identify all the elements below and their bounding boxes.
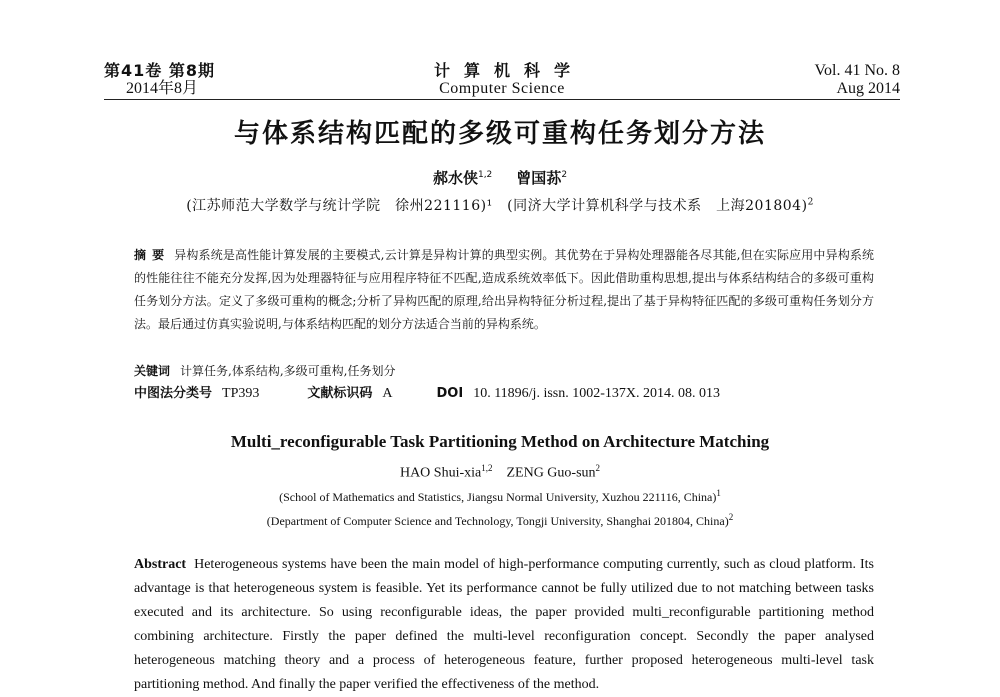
paper-title-zh: 与体系结构匹配的多级可重构任务划分方法 (233, 119, 766, 149)
abstract-zh-label: 摘要 (134, 248, 171, 262)
doc-code-value: A (382, 386, 393, 401)
doi-label: DOI (436, 386, 464, 401)
author-sup: 2 (561, 170, 568, 180)
paper-title-en: Multi_reconfigurable Task Partitioning Method on Architecture Matching (230, 432, 770, 451)
affiliation-zh (0, 195, 1000, 215)
affiliation-en-1 (0, 488, 1000, 505)
keywords-zh-text: 计算任务,体系结构,多级可重构,任务划分 (180, 364, 396, 378)
abstract-zh-text: 异构系统是高性能计算发展的主要模式,云计算是异构计算的典型实例。其优势在于异构处理器能各尽其能,但在实际应用中异构系统的性能往往不能充分发挥,因为处理器特征与应用程序特征不匹配,造成系统效率低下。因此借助重构思想,提出与体系结构结合的多级可重构任务划分方法。定义了多级可重构的概念;分析了异构匹配的原理,给出异构特征分析过程,提出了基于异构特征匹配的多级可重构任务划分方法。最后通过仿真实验说明,与体系结构匹配的划分方法适合当前的异构系统。 (134, 248, 874, 331)
abstract-en-text: Heterogeneous systems have been the main model of high-performance computing currently, such as cloud platform. Its advantage is that heterogeneous system is feasible. Yet its performance cannot be fully utilized due to not matching between tasks executed and its architecture. So using reconfigurable ideas, the paper provided multi_reconfigurable partitioning method combining architecture. Firstly the paper defined the multi-level reconfiguration concept. Secondly the paper analysed heterogeneous matching theory and a process of heterogeneous feature, further proposed heterogeneous multi-level task partitioning method. And finally the paper verified the effectiveness of the method. (134, 557, 874, 692)
header-rule (104, 99, 900, 100)
header-date-zh: 2014年8月 (126, 80, 199, 97)
author-sup: 1,2 (477, 170, 493, 180)
clc-value: TP393 (222, 386, 260, 401)
abstract-en (134, 553, 874, 697)
author-en: HAO Shui-xia (399, 465, 482, 481)
affiliation-sup: 2 (807, 197, 814, 208)
affiliation-en-2 (0, 512, 1000, 529)
affiliation-en-text: (Department of Computer Science and Technology, Tongji University, Shanghai 201804, China) (266, 514, 729, 528)
author-zh: 曾国荪 (516, 169, 562, 187)
author-zh: 郝水侠 (432, 169, 478, 187)
abstract-zh (134, 244, 874, 336)
classification-line (134, 384, 874, 404)
affiliation-zh-text: (江苏师范大学数学与统计学院 徐州221116)¹ (同济大学计算机科学与技术系 上海201804) (186, 198, 808, 214)
affiliation-sup: 2 (728, 512, 734, 522)
header-journal-zh: 计算机科学 (433, 61, 584, 80)
header-volume-en: Vol. 41 No. 8 (814, 62, 900, 79)
author-sup: 2 (595, 463, 601, 473)
author-en: ZENG Guo-sun (506, 465, 596, 481)
affiliation-sup: 1 (716, 488, 721, 498)
abstract-en-label: Abstract (134, 557, 187, 572)
keywords-zh (134, 361, 874, 381)
clc-label: 中图法分类号 (134, 386, 213, 401)
doi-value: 10. 11896/j. issn. 1002-137X. 2014. 08. 013 (473, 386, 721, 401)
keywords-zh-label: 关键词 (134, 364, 171, 378)
header-journal-name (104, 62, 900, 98)
header-vol-en (815, 62, 901, 98)
affiliation-en-text: (School of Mathematics and Statistics, Jiangsu Normal University, Xuzhou 221116, China) (279, 490, 717, 504)
header-date-en: Aug 2014 (836, 80, 900, 97)
authors-en (0, 463, 1000, 482)
header-volume-issue: 第41卷 第8期 (104, 61, 215, 80)
author-sup: 1,2 (481, 463, 493, 473)
header-journal-en: Computer Science (439, 80, 565, 97)
journal-header (104, 62, 900, 100)
authors-zh (0, 167, 1000, 188)
doc-code-label: 文献标识码 (307, 386, 373, 401)
